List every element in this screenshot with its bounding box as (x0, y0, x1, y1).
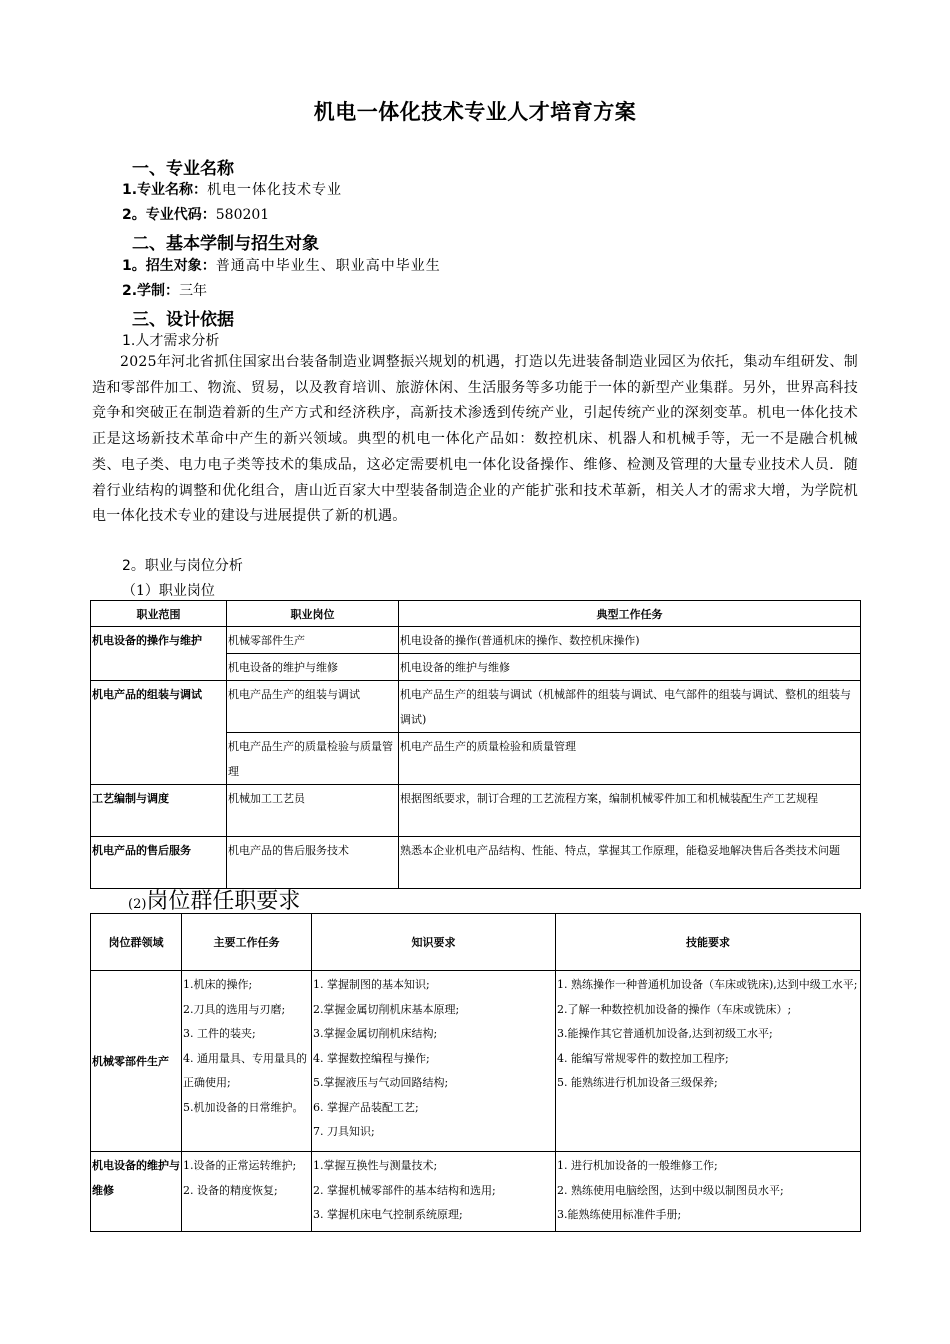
career-analysis-heading: 2。职业与岗位分析 (122, 558, 243, 574)
study-length-line (122, 280, 207, 300)
study-length-label: 2.学制： (122, 283, 180, 299)
col-header-field: 职业范围 (91, 601, 227, 627)
post-group-title: 岗位群任职要求 (146, 889, 301, 914)
table-row (91, 971, 861, 1152)
page-title: 机电一体化技术专业人才培育方案 (313, 100, 637, 124)
enroll-target-label: 1。招生对象： (122, 258, 216, 274)
post-group-number: (2) (128, 897, 147, 912)
talent-demand-heading: 1.人才需求分析 (122, 333, 220, 349)
career-posts-table (90, 600, 861, 889)
post-cell: 机械加工工艺员 (227, 785, 399, 837)
col-header-knowledge: 知识要求 (312, 914, 556, 971)
col-header-tasks: 主要工作任务 (182, 914, 312, 971)
field-cell: 机电产品的组装与调试 (91, 681, 227, 785)
major-name-value: 机电一体化技术专业 (207, 182, 343, 198)
study-length-value: 三年 (179, 283, 208, 299)
tasks-cell: 1.机床的操作; 2.刀具的选用与刃磨; 3. 工件的装夹; 4. 通用量具、专用量具的正确使用; 5.机加设备的日常维护。 (182, 971, 312, 1152)
skills-cell: 1. 进行机加设备的一般维修工作; 2. 熟练使用电脑绘图，达到中级以制图员水平; 3.能熟练使用标准件手册; (556, 1152, 861, 1232)
task-cell: 根据图纸要求，制订合理的工艺流程方案，编制机械零件加工和机械装配生产工艺规程 (399, 785, 861, 837)
talent-demand-paragraph: 2025年河北省抓住国家出台装备制造业调整振兴规划的机遇，打造以先进装备制造业园区为依托，集动车组研发、制造和零部件加工、物流、贸易，以及教育培训、旅游休闲、生活服务等多功能于一体的新型产业集群。另外，世界高科技竞争和突破正在制造着新的生产方式和经济秩序，高新技术渗透到传统产业，引起传统产业的深刻变革。机电一体化技术正是这场新技术革命中产生的新兴领域。典型的机电一体化产品如：数控机床、机器人和机械手等，无一不是融合机械类、电子类、电力电子类等技术的集成品，这必定需要机电一体化设备操作、维修、检测及管理的大量专业技术人员．随着行业结构的调整和优化组合，唐山近百家大中型装备制造企业的产能扩张和技术革新，相关人才的需求大增，为学院机电一体化技术专业的建设与进展提供了新的机遇。 (92, 354, 858, 525)
field-cell: 机电产品的售后服务 (91, 837, 227, 889)
field-cell: 工艺编制与调度 (91, 785, 227, 837)
table-row (91, 1152, 861, 1232)
task-cell: 机电产品生产的组装与调试（机械部件的组装与调试、电气部件的组装与调试、整机的组装与调试) (399, 681, 861, 733)
group-field-cell: 机电设备的维护与维修 (91, 1152, 182, 1232)
post-cell: 机械零部件生产 (227, 627, 399, 654)
col-header-skills: 技能要求 (556, 914, 861, 971)
table-header-row (91, 914, 861, 971)
major-code-line (122, 204, 269, 224)
table-row (91, 837, 861, 889)
post-cell: 机电产品的售后服务技术 (227, 837, 399, 889)
group-field-cell: 机械零部件生产 (91, 971, 182, 1152)
tasks-cell: 1.设备的正常运转维护; 2. 设备的精度恢复; (182, 1152, 312, 1232)
post-group-table (90, 913, 861, 1232)
table-row (91, 681, 861, 733)
post-cell: 机电设备的维护与维修 (227, 654, 399, 681)
post-cell: 机电产品生产的组装与调试 (227, 681, 399, 733)
task-cell: 机电产品生产的质量检验和质量管理 (399, 733, 861, 785)
task-cell: 机电设备的操作(普通机床的操作、数控机床操作) (399, 627, 861, 654)
task-cell: 机电设备的维护与维修 (399, 654, 861, 681)
col-header-post: 职业岗位 (227, 601, 399, 627)
post-group-heading (128, 884, 300, 915)
post-cell: 机电产品生产的质量检验与质量管理 (227, 733, 399, 785)
section-1-heading: 一、专业名称 (132, 159, 234, 179)
major-code-label: 2。专业代码： (122, 207, 216, 223)
col-header-field: 岗位群领域 (91, 914, 182, 971)
section-2-heading: 二、基本学制与招生对象 (132, 234, 319, 254)
career-posts-heading: （1）职业岗位 (122, 583, 215, 599)
enroll-target-line (122, 255, 441, 275)
field-cell: 机电设备的操作与维护 (91, 627, 227, 681)
table-row (91, 627, 861, 654)
major-name-label: 1.专业名称： (122, 182, 208, 198)
col-header-task: 典型工作任务 (399, 601, 861, 627)
knowledge-cell: 1. 掌握制图的基本知识; 2.掌握金属切削机床基本原理; 3.掌握金属切削机床结构; 4. 掌握数控编程与操作; 5.掌握液压与气动回路结构; 6. 掌握产品装配工艺; 7. 刀具知识; (312, 971, 556, 1152)
enroll-target-value: 普通高中毕业生、职业高中毕业生 (215, 258, 441, 274)
major-code-value: 580201 (215, 207, 270, 223)
table-row (91, 785, 861, 837)
skills-cell: 1. 熟练操作一种普通机加设备（车床或铣床),达到中级工水平; 2.了解一种数控机加设备的操作（车床或铣床）; 3.能操作其它普通机加设备,达到初级工水平; 4. 能编写常规零件的数控加工程序; 5. 能熟练进行机加设备三级保养; (556, 971, 861, 1152)
section-3-heading: 三、设计依据 (132, 310, 234, 330)
table-header-row (91, 601, 861, 627)
knowledge-cell: 1.掌握互换性与测量技术; 2. 掌握机械零部件的基本结构和选用; 3. 掌握机床电气控制系统原理; (312, 1152, 556, 1232)
task-cell: 熟悉本企业机电产品结构、性能、特点，掌握其工作原理，能稳妥地解决售后各类技术问题 (399, 837, 861, 889)
major-name-line (122, 179, 342, 199)
